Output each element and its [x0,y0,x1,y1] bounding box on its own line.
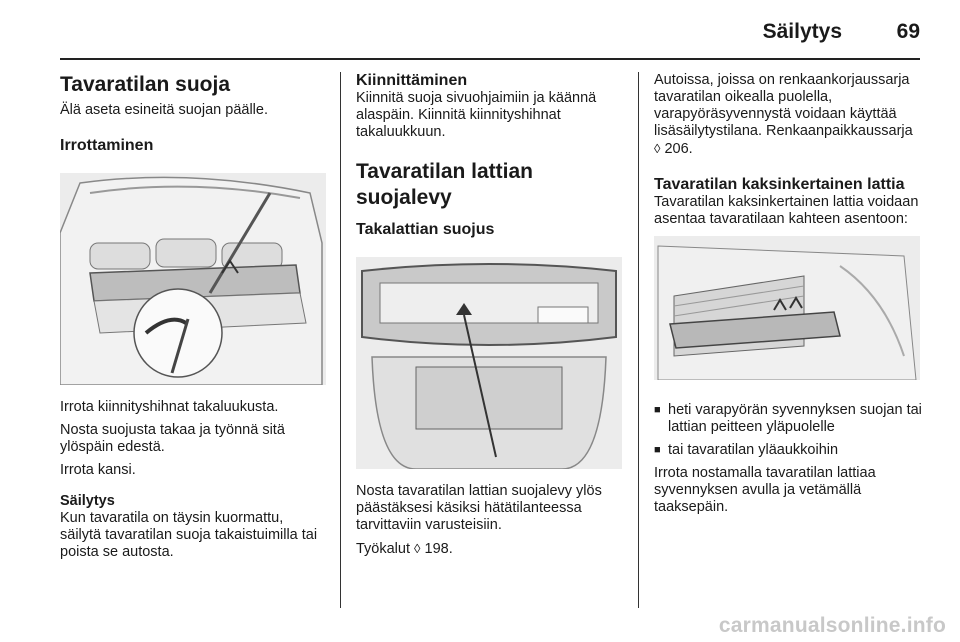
repair-kit-text: Autoissa, joissa on renkaankorjaussarja tavaratilan oikealla puolella, varapyöräsyvennystä voidaan käyttää lisäsäilytystilana. Renkaanpaikkaussarja [654,72,913,139]
subheading-removal: Irrottaminen [60,137,154,154]
illustration-floor-cover-lift [356,257,622,469]
list-item [654,402,922,436]
tools-ref-page[interactable]: 198. [424,541,453,557]
storage-text: Kun tavaratila on täysin kuormattu, säilytä tavaratilan suoja takaistuimilla tai poista se autosta. [60,510,318,560]
section-heading-double-floor: Tavaratilan kaksinkertainen lattia [654,176,905,193]
page-number: 69 [896,20,920,43]
subheading-fitting: Kiinnittäminen [356,72,468,89]
illustration-double-floor [654,236,920,380]
tools-label: Työkalut [356,541,410,557]
floor-cover-caption: Nosta tavaratilan lattian suojalevy ylös päästäksesi käsiksi hätätilanteessa tarvittaviin varusteisiin. [356,483,602,533]
step-2: Nosta suojusta takaa ja työnnä sitä ylöspäin edestä. [60,422,285,455]
fitting-text: Kiinnitä suoja sivuohjaimiin ja käännä alaspäin. Kiinnitä kiinnityshihnat takaluukkuun. [356,90,597,140]
column-divider-2 [638,72,639,608]
removal-instructions: Irrota nostamalla tavaratilan lattiaa syvennyksen avulla ja vetämällä taaksepäin. [654,465,876,515]
page-header [60,0,920,60]
bullet-text: tai tavaratilan yläaukkoihin [668,442,839,458]
header-title: Säilytys [762,20,842,43]
illustration-hatchback-interior [60,173,326,385]
bullet-text: heti varapyörän syvennyksen suojan tai lattian peitteen yläpuolelle [668,402,922,435]
section-heading-cargo-cover: Tavaratilan suoja [60,73,231,96]
subheading-rear-floor-cover: Takalattian suojus [356,221,495,238]
bullet-square-icon: ■ [654,404,661,416]
step-1: Irrota kiinnityshihnat takaluukusta. [60,399,279,415]
column-2 [356,72,624,558]
column-1 [60,72,328,561]
repair-kit-paragraph [654,72,922,158]
footer-watermark: carmanualsonline.info [718,614,946,637]
page-ref-arrow-icon: ◊ [414,541,421,556]
step-3: Irrota kansi. [60,462,136,478]
page-ref-arrow-icon: ◊ [654,141,661,156]
double-floor-intro: Tavaratilan kaksinkertainen lattia voidaan asentaa tavaratilaan kahteen asentoon: [654,194,919,227]
header-rule [60,58,920,60]
subheading-storage: Säilytys [60,493,115,509]
list-item [654,442,922,459]
figure-double-floor [654,236,920,380]
bullet-square-icon: ■ [654,444,661,456]
column-3 [654,72,922,516]
tools-reference [356,540,624,558]
column-divider-1 [340,72,341,608]
section-heading-floor-cover: Tavaratilan lattian suojalevy [356,160,534,209]
intro-text: Älä aseta esineitä suojan päälle. [60,102,268,118]
repair-kit-ref-page[interactable]: 206. [664,141,693,157]
figure-cargo-cover-removal [60,173,326,385]
figure-floor-cover [356,257,622,469]
